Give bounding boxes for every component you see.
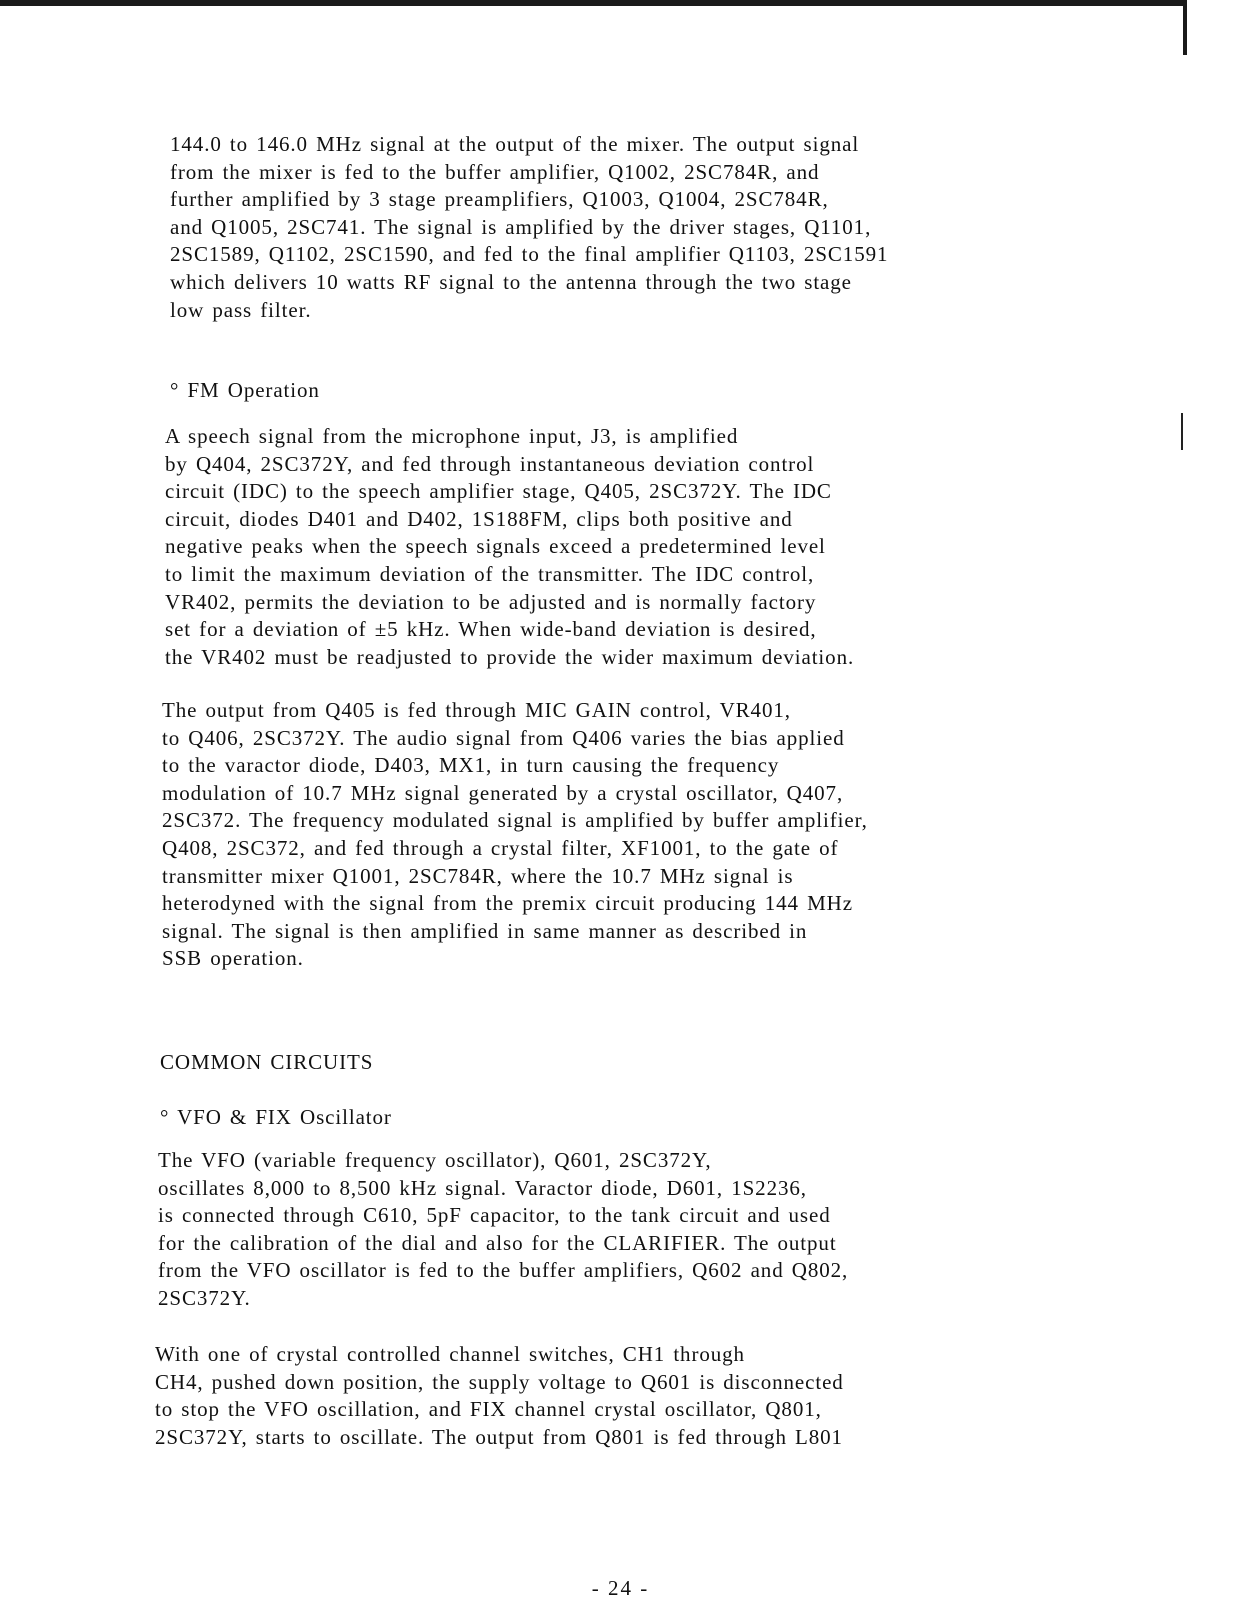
vfo-paragraph-1: The VFO (variable frequency oscillator), Q601, 2SC372Y, oscillates 8,000 to 8,500 kHz signal. Varactor diode, D601, 1S2236, is connected through C610, 5pF capacitor, to the tank circuit and used for the calibration of the dial and also for the CLARIFIER. The output from the VFO oscillator is fed to the buffer amplifiers, Q602 and Q802, 2SC372Y. (158, 1148, 849, 1310)
vfo-fix-oscillator-heading: ° VFO & FIX Oscillator (160, 1105, 392, 1129)
top-border-corner (1183, 0, 1187, 55)
common-circuits-heading: COMMON CIRCUITS (160, 1050, 374, 1074)
fm-operation-paragraph-2: The output from Q405 is fed through MIC GAIN control, VR401, to Q406, 2SC372Y. The audio signal from Q406 varies the bias applied to the varactor diode, D403, MX1, in turn causing the frequency modulation of 10.7 MHz signal generated by a crystal oscillator, Q407, 2SC372. The frequency modulated signal is amplified by buffer amplifier, Q408, 2SC372, and fed through a crystal filter, XF1001, to the gate of transmitter mixer Q1001, 2SC784R, where the 10.7 MHz signal is heterodyned with the signal from the premix circuit producing 144 MHz signal. The signal is then amplified in same manner as described in SSB operation. (162, 698, 868, 971)
fm-operation-paragraph-1: A speech signal from the microphone input, J3, is amplified by Q404, 2SC372Y, and fed through instantaneous deviation control circuit (IDC) to the speech amplifier stage, Q405, 2SC372Y. The IDC circuit, diodes D401 and D402, 1S188FM, clips both positive and negative peaks when the speech signals exceed a predetermined level to limit the maximum deviation of the transmitter. The IDC control, VR402, permits the deviation to be adjusted and is normally factory set for a deviation of ±5 kHz. When wide-band deviation is desired, the VR402 must be readjusted to provide the wider maximum deviation. (165, 424, 855, 669)
intro-paragraph: 144.0 to 146.0 MHz signal at the output of the mixer. The output signal from the mixer is fed to the buffer amplifier, Q1002, 2SC784R, and further amplified by 3 stage preamplifiers, Q1003, Q1004, 2SC784R, and Q1005, 2SC741. The signal is amplified by the driver stages, Q1101, 2SC1589, Q1102, 2SC1590, and fed to the final amplifier Q1103, 2SC1591 which delivers 10 watts RF signal to the antenna through the two stage low pass filter. (170, 132, 889, 322)
change-bar (1181, 413, 1183, 450)
page-number: - 24 - (591, 1576, 650, 1600)
top-border-line (0, 0, 1187, 6)
vfo-paragraph-2: With one of crystal controlled channel switches, CH1 through CH4, pushed down position, the supply voltage to Q601 is disconnected to stop the VFO oscillation, and FIX channel crystal oscillator, Q801, 2SC372Y, starts to oscillate. The output from Q801 is fed through L801 (155, 1342, 844, 1449)
fm-operation-heading: ° FM Operation (170, 378, 320, 402)
